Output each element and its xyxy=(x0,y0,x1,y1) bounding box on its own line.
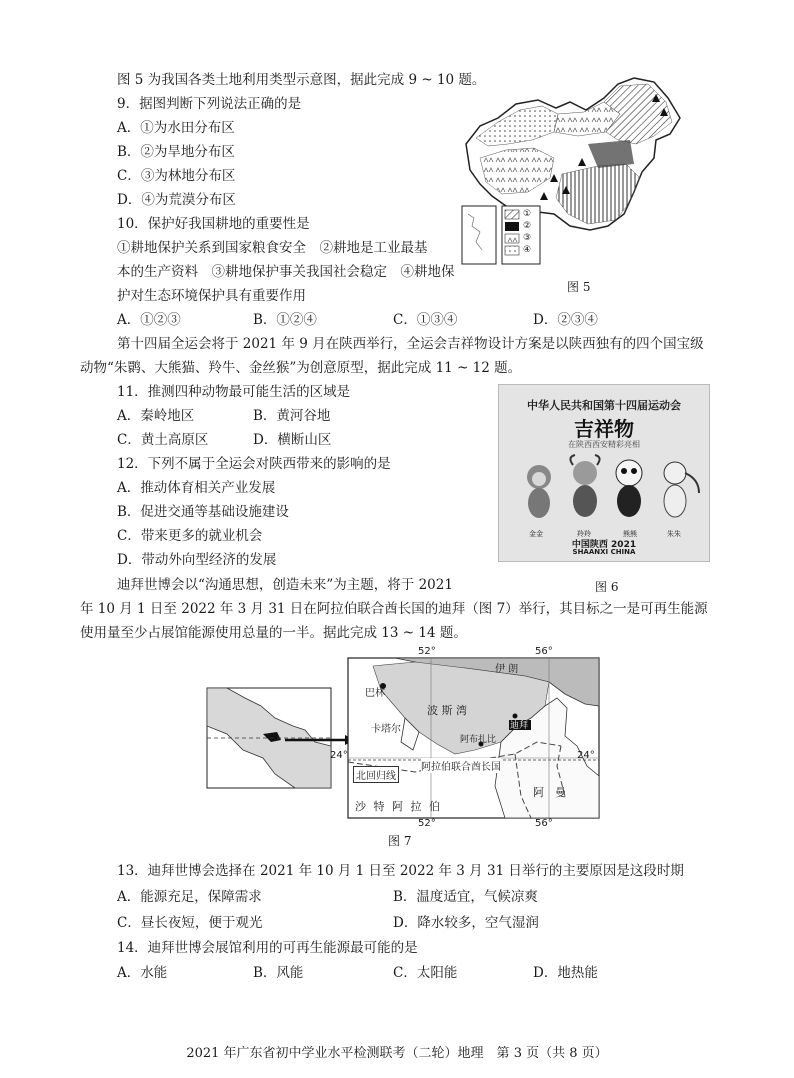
lat-label-left: 24° xyxy=(330,750,348,761)
figure-7-caption: 图 7 xyxy=(388,834,412,848)
poster-subtitle: 在陕西西安精彩亮相 xyxy=(568,440,640,449)
q11-stem: 11．推测四种动物最可能生活的区域是 xyxy=(117,384,351,400)
label-dubai: 迪拜 xyxy=(510,721,529,731)
q11-option-b: B．黄河谷地 xyxy=(253,408,331,424)
q10-option-a: A．①②③ xyxy=(117,312,181,328)
q9-option-b: B．②为旱地分布区 xyxy=(117,144,235,160)
legend-mark-1: ① xyxy=(523,209,532,219)
q10-line1: ①耕地保护关系到国家粮食安全 ②耕地是工业最基 xyxy=(117,240,428,256)
label-bahrain: 巴林 xyxy=(365,688,385,699)
label-iran: 伊 朗 xyxy=(495,664,519,675)
mascot-figures xyxy=(499,451,709,529)
q12-option-b: B．促进交通等基础设施建设 xyxy=(117,504,289,520)
q13-option-c: C．昼长夜短，便于观光 xyxy=(117,915,263,931)
q9-option-c: C．③为林地分布区 xyxy=(117,168,236,184)
figure-5-land-use-map xyxy=(458,74,692,270)
q10-option-c: C．①③④ xyxy=(393,312,458,328)
figure-6-caption: 图 6 xyxy=(595,580,619,594)
q12-stem: 12．下列不属于全运会对陕西带来的影响的是 xyxy=(117,456,391,472)
q14-option-d: D．地热能 xyxy=(533,965,598,981)
q14-option-c: C．太阳能 xyxy=(393,965,458,981)
mascot-name-3: 熊熊 xyxy=(623,530,637,538)
figure-5-caption: 图 5 xyxy=(567,280,591,294)
label-tropic: 北回归线 xyxy=(353,766,399,783)
mascot-name-1: 金金 xyxy=(529,530,543,538)
q13-option-d: D．降水较多，空气湿润 xyxy=(393,915,539,931)
label-qatar: 卡塔尔 xyxy=(371,724,401,735)
intro-9-10: 图 5 为我国各类土地利用类型示意图，据此完成 9 ~ 10 题。 xyxy=(117,72,486,88)
q9-option-a: A．①为水田分布区 xyxy=(117,120,235,136)
q11-option-a: A．秦岭地区 xyxy=(117,408,195,424)
intro-13-14-line3: 使用量至少占展馆能源使用总量的一半。据此完成 13 ~ 14 题。 xyxy=(80,625,467,641)
q11-option-d: D．横断山区 xyxy=(253,432,332,448)
q12-option-a: A．推动体育相关产业发展 xyxy=(117,480,276,496)
q13-option-a: A．能源充足，保障需求 xyxy=(117,889,262,905)
figure-7-uae-map xyxy=(205,646,605,829)
q14-stem: 14．迪拜世博会展馆利用的可再生能源最可能的是 xyxy=(117,940,418,956)
lat-label-right: 24° xyxy=(577,750,595,761)
legend-mark-2: ② xyxy=(523,221,532,231)
q10-option-b: B．①②④ xyxy=(253,312,317,328)
bottom-tick-56: 56° xyxy=(535,818,553,829)
label-uae: 阿拉伯联合酋长国 xyxy=(421,758,501,773)
poster-bottom-en: SHAANXI CHINA xyxy=(572,548,636,556)
q12-option-d: D．带动外向型经济的发展 xyxy=(117,552,277,568)
poster-title: 中华人民共和国第十四届运动会 xyxy=(527,399,681,412)
mascot-name-2: 羚羚 xyxy=(577,530,591,538)
label-oman: 阿 曼 xyxy=(533,786,566,799)
bottom-tick-52: 52° xyxy=(418,818,436,829)
page-footer: 2021 年广东省初中学业水平检测联考（二轮）地理 第 3 页（共 8 页） xyxy=(186,1046,608,1061)
figure-6-mascot-poster xyxy=(498,384,710,562)
q13-option-b: B．温度适宜，气候凉爽 xyxy=(393,889,538,905)
poster-bottom-cn: 中国陕西 2021 xyxy=(571,540,637,550)
q10-line3: 护对生态环境保护具有重要作用 xyxy=(117,288,306,304)
top-tick-56: 56° xyxy=(535,646,553,657)
intro-11-12-line1: 第十四届全运会将于 2021 年 9 月在陕西举行，全运会吉祥物设计方案是以陕西独有的四个国宝级 xyxy=(117,336,704,352)
label-abudhabi: 阿布扎比 xyxy=(460,735,497,745)
intro-13-14-line1: 迪拜世博会以“沟通思想，创造未来”为主题，将于 2021 xyxy=(117,577,453,593)
label-saudi: 沙 特 阿 拉 伯 xyxy=(355,800,442,813)
legend-mark-3: ③ xyxy=(523,233,532,243)
q12-option-c: C．带来更多的就业机会 xyxy=(117,528,263,544)
q9-option-d: D．④为荒漠分布区 xyxy=(117,192,236,208)
top-tick-52: 52° xyxy=(418,646,436,657)
q13-stem: 13．迪拜世博会选择在 2021 年 10 月 1 日至 2022 年 3 月 31 日举行的主要原因是这段时期 xyxy=(117,863,684,879)
q10-line2: 本的生产资料 ③耕地保护事关我国社会稳定 ④耕地保 xyxy=(117,264,455,280)
intro-13-14-line2: 年 10 月 1 日至 2022 年 3 月 31 日在阿拉伯联合酋长国的迪拜（图 7）举行，其目标之一是可再生能源 xyxy=(80,601,708,617)
q10-option-d: D．②③④ xyxy=(533,312,598,328)
q10-stem: 10．保护好我国耕地的重要性是 xyxy=(117,216,310,232)
mascot-name-4: 朱朱 xyxy=(667,530,681,538)
intro-11-12-line2: 动物“朱鹮、大熊猫、羚牛、金丝猴”为创意原型，据此完成 11 ~ 12 题。 xyxy=(80,360,522,376)
legend-mark-4: ④ xyxy=(523,245,532,255)
label-gulf: 波 斯 湾 xyxy=(427,704,467,717)
q14-option-a: A．水能 xyxy=(117,965,168,981)
q9-stem: 9．据图判断下列说法正确的是 xyxy=(117,96,302,112)
poster-big-text: 吉祥物 xyxy=(574,417,634,441)
q14-option-b: B．风能 xyxy=(253,965,304,981)
q11-option-c: C．黄土高原区 xyxy=(117,432,209,448)
